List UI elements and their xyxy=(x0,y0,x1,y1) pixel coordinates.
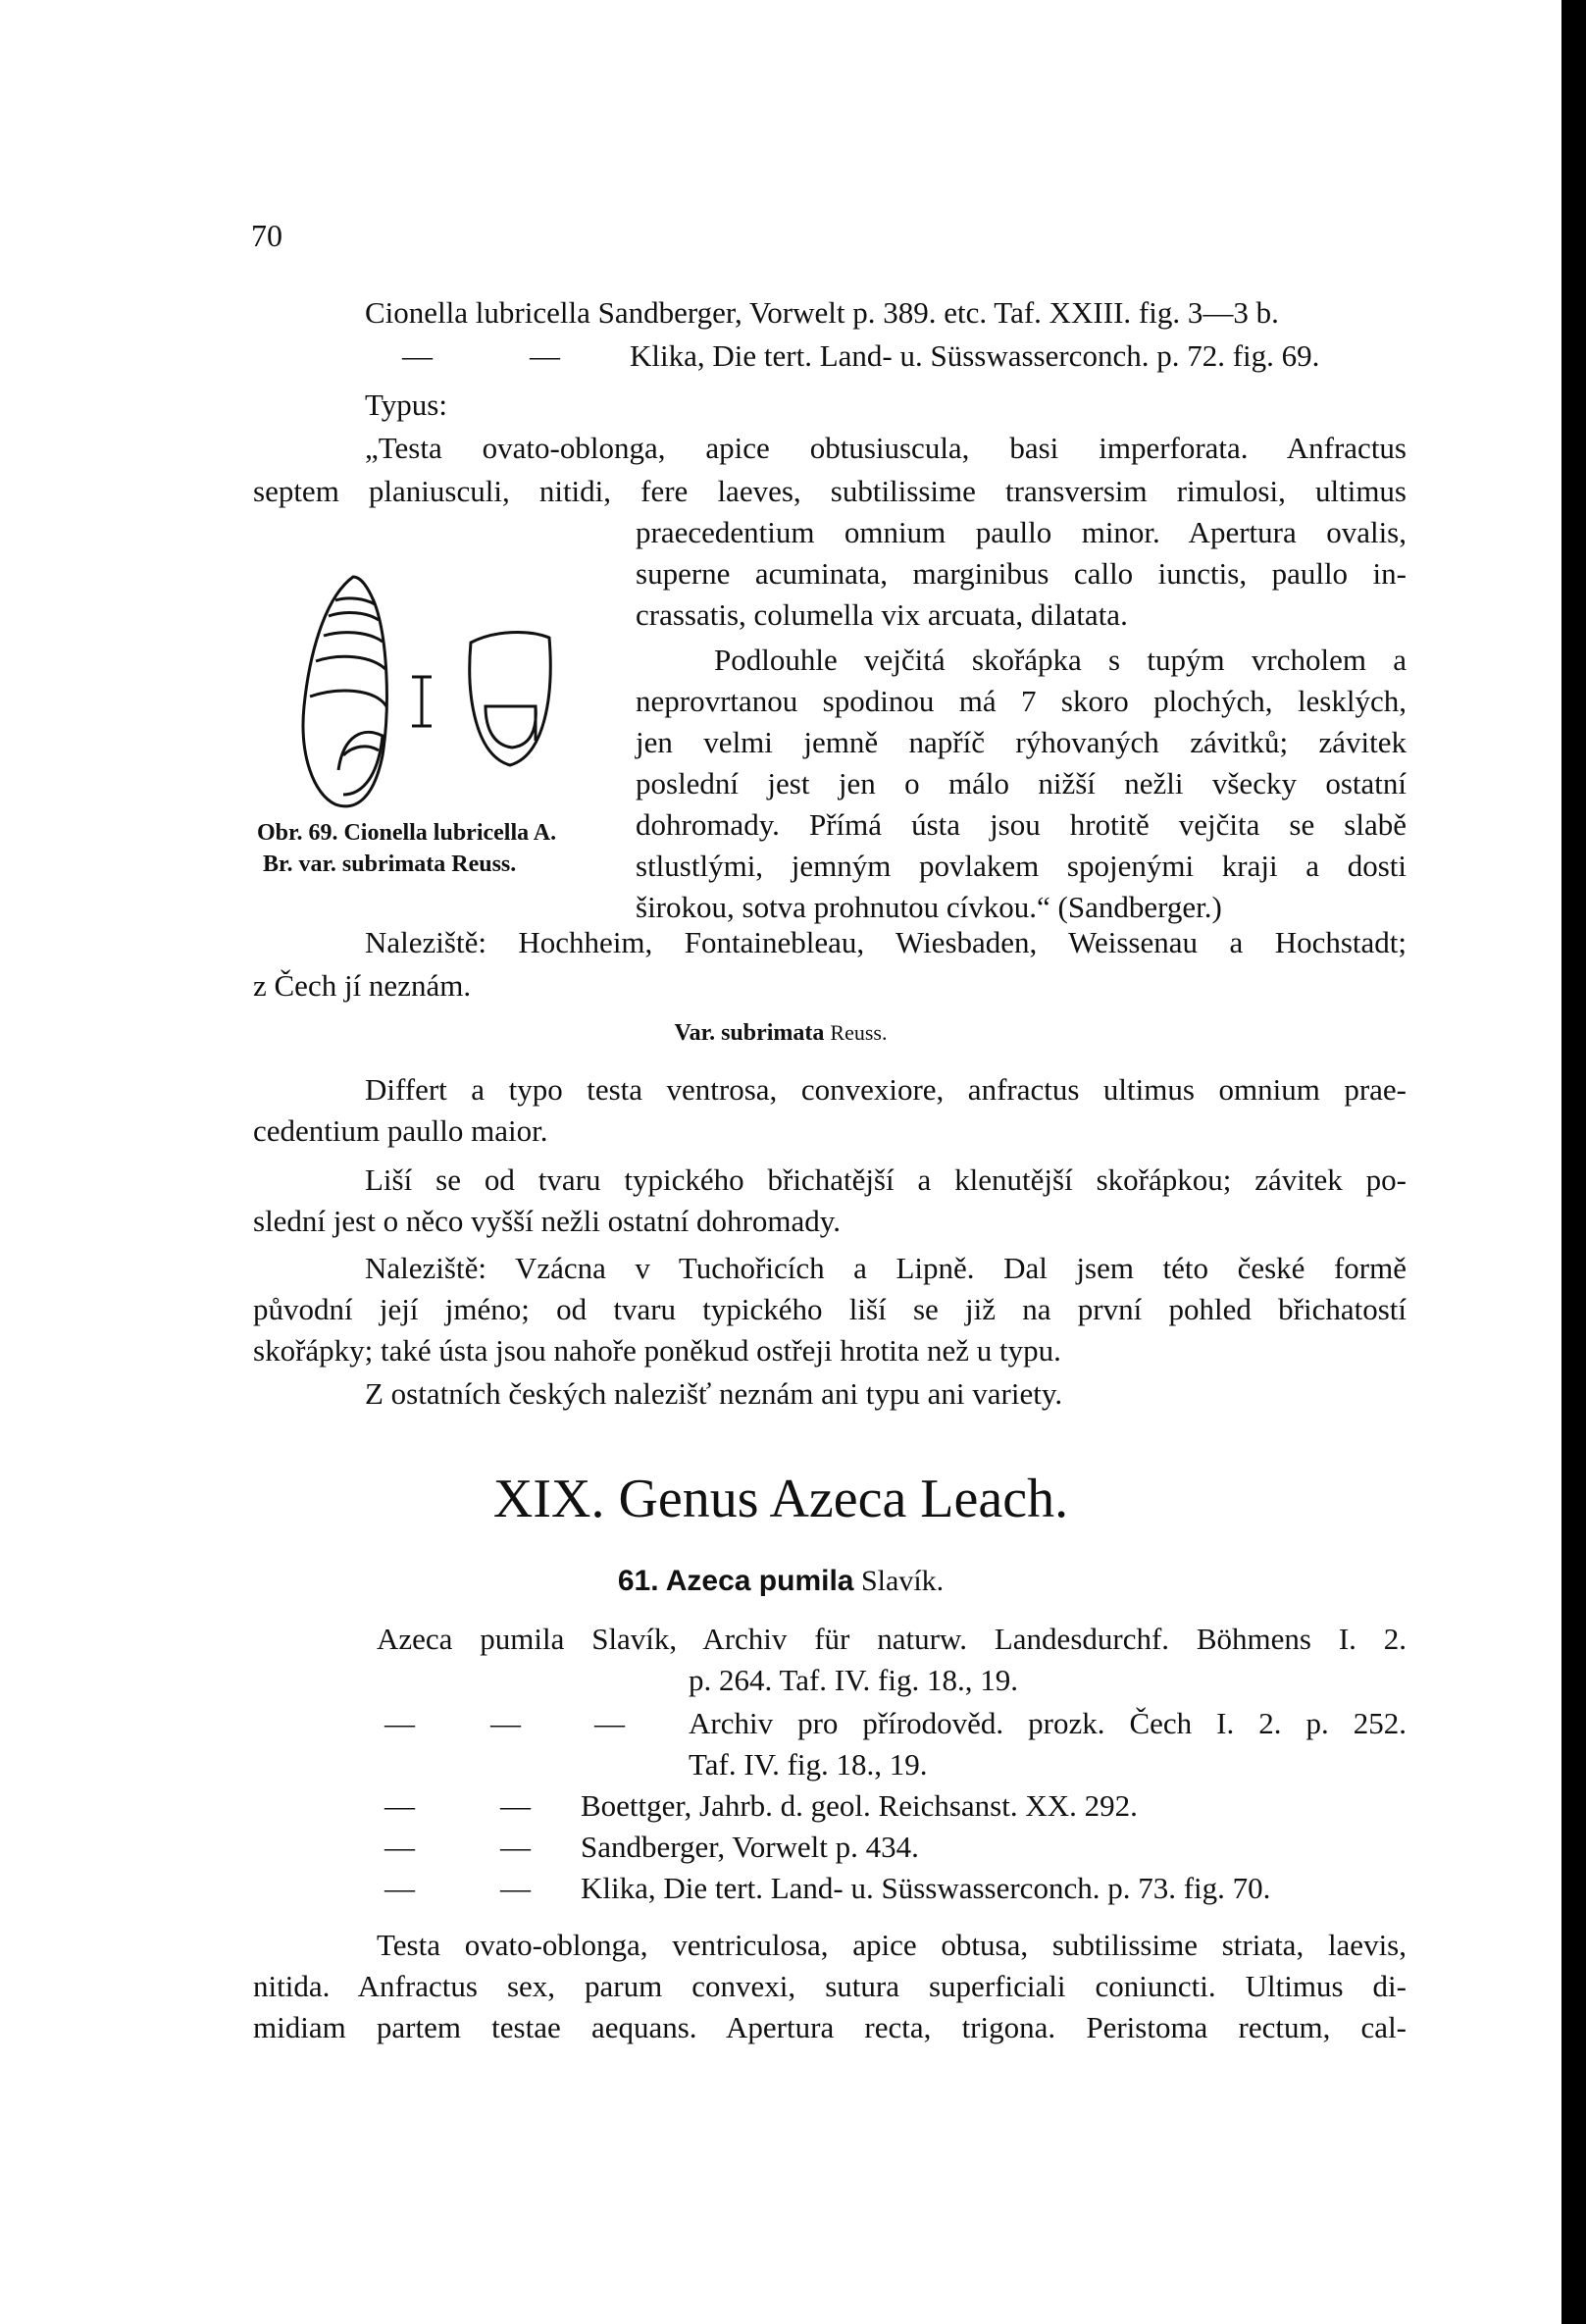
text-line: původní její jméno; od tvaru typického liší se již na první pohled břichatostí xyxy=(253,1292,1407,1326)
shell-figure xyxy=(284,559,608,834)
dash: — xyxy=(402,338,433,373)
genus-heading: XIX. Genus Azeca Leach. xyxy=(492,1469,1069,1529)
reference-line: Boettger, Jahrb. d. geol. Reichsanst. XX. 292. xyxy=(581,1788,1138,1823)
dash: — xyxy=(500,1788,531,1823)
dash: — xyxy=(594,1706,625,1740)
dash: — xyxy=(384,1830,415,1864)
text-line: „Testa ovato-oblonga, apice obtusiuscula, basi imperforata. Anfractus xyxy=(365,431,1407,465)
species-heading: 61. Azeca pumila Slavík. xyxy=(617,1565,945,1597)
text-line: Liší se od tvaru typického břichatější a klenutější skořápkou; závitek po- xyxy=(365,1162,1407,1197)
dash: — xyxy=(500,1830,531,1864)
text-line: Podlouhle vejčitá skořápka s tupým vrcholem a xyxy=(714,643,1407,677)
text-line: superne acuminata, marginibus callo iunctis, paullo in- xyxy=(636,556,1407,591)
reference-line: Azeca pumila Slavík, Archiv für naturw. Landesdurchf. Böhmens I. 2. xyxy=(377,1622,1407,1656)
text-line: dohromady. Přímá ústa jsou hrotitě vejčita se slabě xyxy=(636,807,1407,842)
dash: — xyxy=(384,1871,415,1905)
text-line: praecedentium omnium paullo minor. Apertura ovalis, xyxy=(636,515,1407,549)
text-line: stlustlými, jemným povlakem spojenými kraji a dosti xyxy=(636,849,1407,883)
figure-caption: Br. var. subrimata Reuss. xyxy=(263,852,517,877)
dash: — xyxy=(384,1788,415,1823)
page-number: 70 xyxy=(251,218,282,253)
reference-line: p. 264. Taf. IV. fig. 18., 19. xyxy=(689,1663,1018,1697)
section-heading: Var. subrimata Reuss. xyxy=(674,1020,888,1046)
text-line: septem planiusculi, nitidi, fere laeves, subtilissime transversim rimulosi, ultimus xyxy=(253,474,1407,508)
text-line: jen velmi jemně napříč rýhovaných závitků; závitek xyxy=(636,725,1407,759)
reference-line: Klika, Die tert. Land- u. Süsswasserconch. p. 73. fig. 70. xyxy=(581,1871,1271,1905)
text-line: Naleziště: Vzácna v Tuchořicích a Lipně. Dal jsem této české formě xyxy=(365,1251,1407,1285)
text-line: poslední jest jen o málo nižší nežli všecky ostatní xyxy=(636,766,1407,800)
text-line: Z ostatních českých nalezišť neznám ani typu ani variety. xyxy=(365,1376,1063,1411)
dash: — xyxy=(530,338,560,373)
text-line: Testa ovato-oblonga, ventriculosa, apice obtusa, subtilissime striata, laevis, xyxy=(377,1928,1407,1962)
text-line: crassatis, columella vix arcuata, dilatata. xyxy=(636,597,1128,632)
typus-label: Typus: xyxy=(365,387,447,422)
reference-line: Archiv pro přírodověd. prozk. Čech I. 2. p. 252. xyxy=(689,1706,1407,1740)
text-line: midiam partem testae aequans. Apertura recta, trigona. Peristoma rectum, cal- xyxy=(253,2010,1407,2044)
reference-line: Cionella lubricella Sandberger, Vorwelt p. 389. etc. Taf. XXIII. fig. 3—3 b. xyxy=(365,295,1279,330)
text-line: slední jest o něco vyšší nežli ostatní dohromady. xyxy=(253,1204,841,1238)
reference-line: Taf. IV. fig. 18., 19. xyxy=(689,1747,928,1782)
text-line: cedentium paullo maior. xyxy=(253,1113,548,1148)
reference-line: Sandberger, Vorwelt p. 434. xyxy=(581,1830,919,1864)
text-line: neprovrtanou spodinou má 7 skoro plochých, lesklých, xyxy=(636,684,1407,718)
dash: — xyxy=(490,1706,521,1740)
text-line: z Čech jí neznám. xyxy=(253,968,472,1003)
scan-edge xyxy=(1561,0,1586,2324)
dash: — xyxy=(384,1706,415,1740)
text-line: Naleziště: Hochheim, Fontainebleau, Wiesbaden, Weissenau a Hochstadt; xyxy=(365,925,1407,959)
text-line: širokou, sotva prohnutou cívkou.“ (Sandberger.) xyxy=(636,890,1222,924)
text-line: nitida. Anfractus sex, parum convexi, sutura superficiali coniuncti. Ultimus di- xyxy=(253,1969,1407,2003)
figure-caption: Obr. 69. Cionella lubricella A. xyxy=(257,820,557,846)
reference-line: Klika, Die tert. Land- u. Süsswasserconch. p. 72. fig. 69. xyxy=(630,338,1320,373)
text-line: skořápky; také ústa jsou nahoře poněkud ostřeji hrotita než u typu. xyxy=(253,1333,1061,1368)
text-line: Differt a typo testa ventrosa, convexiore, anfractus ultimus omnium prae- xyxy=(365,1072,1407,1107)
dash: — xyxy=(500,1871,531,1905)
